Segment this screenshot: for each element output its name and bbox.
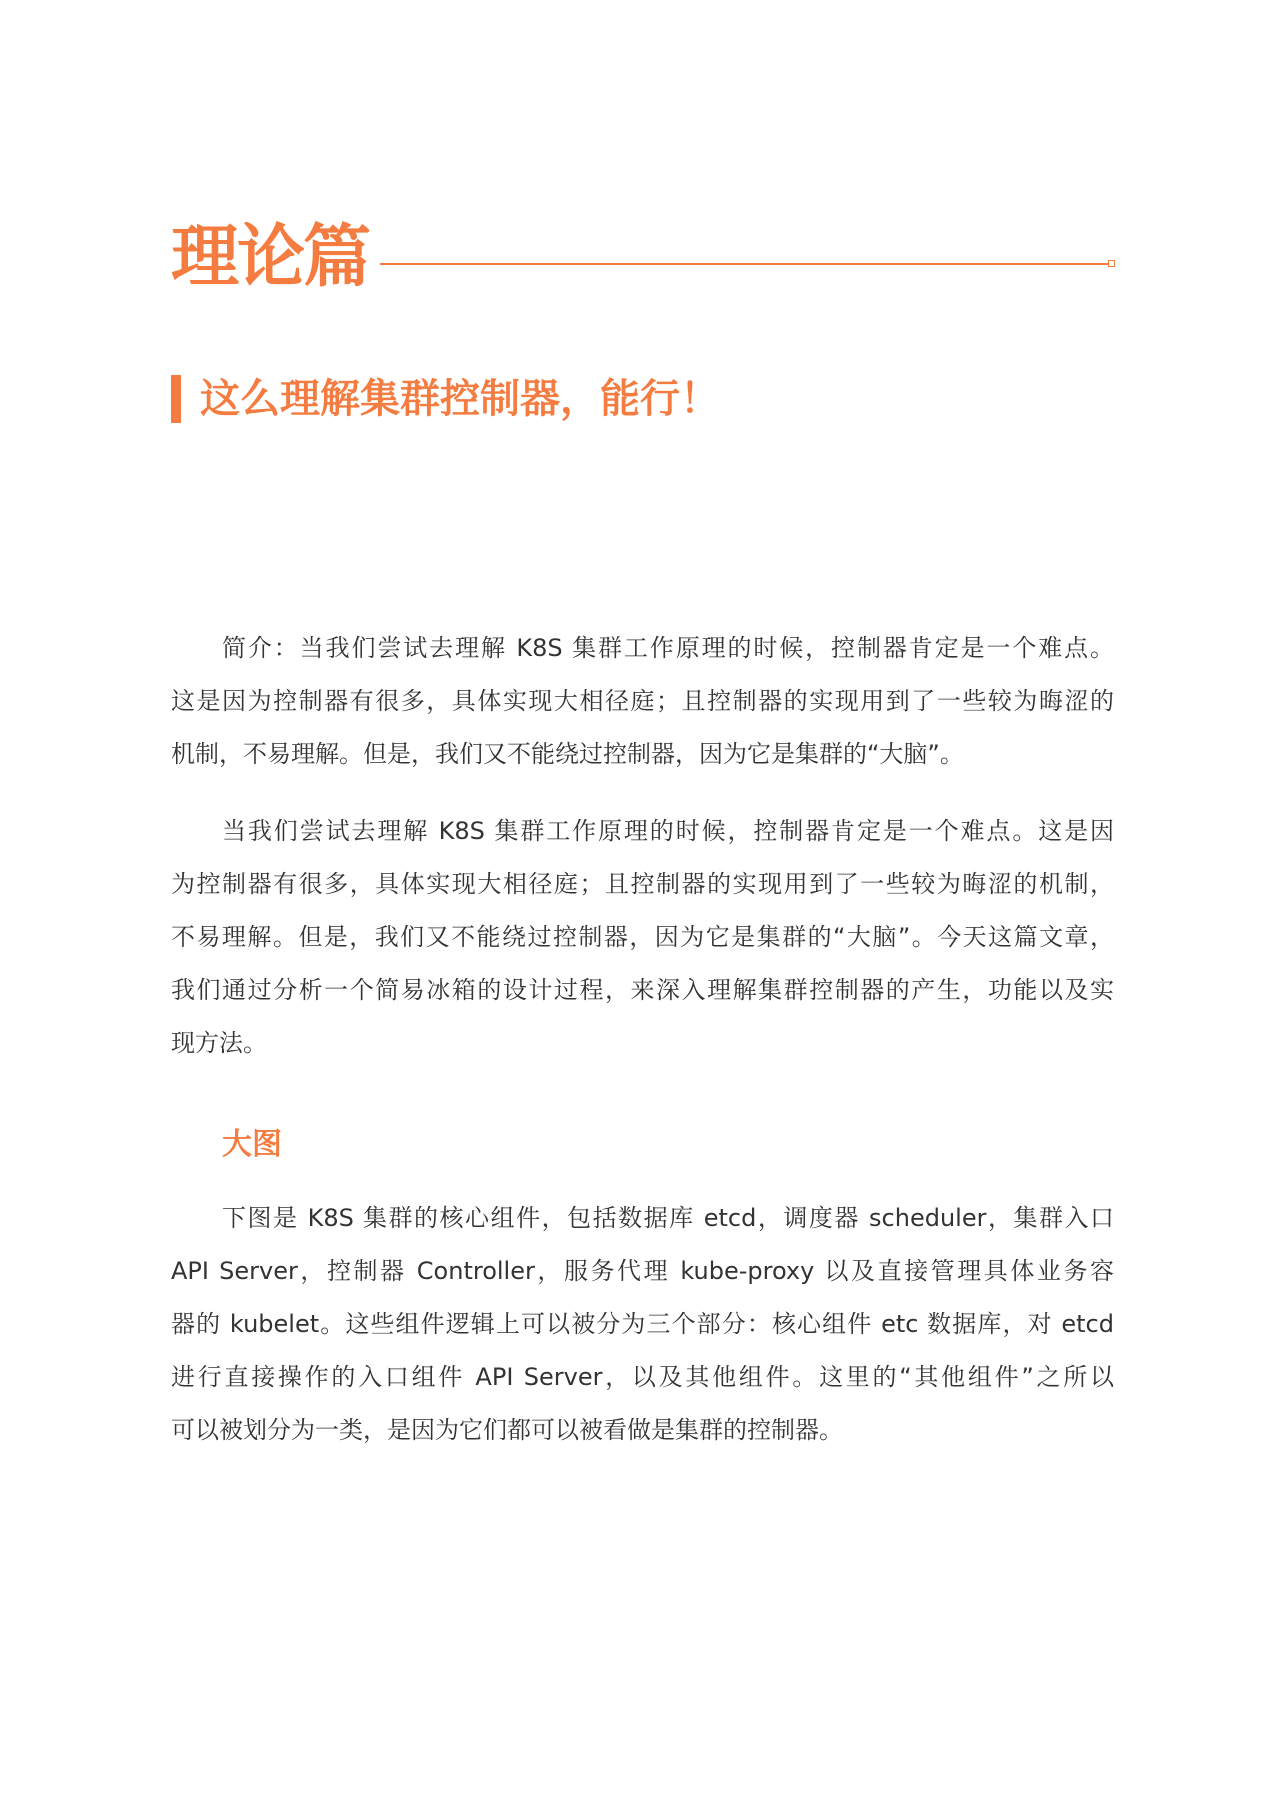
text-line: 器的 kubelet。这些组件逻辑上可以被分为三个部分：核心组件 etc 数据库，对 etcd	[171, 1310, 1114, 1338]
subtitle-accent-bar	[171, 375, 181, 423]
text-line: 下图是 K8S 集群的核心组件，包括数据库 etcd，调度器 scheduler，集群入口	[222, 1204, 1114, 1232]
title-divider	[380, 263, 1110, 265]
text-line: 简介：当我们尝试去理解 K8S 集群工作原理的时候，控制器肯定是一个难点。	[222, 634, 1114, 662]
divider-end-marker	[1108, 260, 1115, 267]
article-title: 这么理解集群控制器，能行！	[200, 376, 720, 422]
text-line: API Server，控制器 Controller，服务代理 kube-proxy 以及直接管理具体业务容	[171, 1257, 1114, 1285]
text-line: 为控制器有很多，具体实现大相径庭；且控制器的实现用到了一些较为晦涩的机制，	[171, 870, 1114, 898]
text-line: 机制，不易理解。但是，我们又不能绕过控制器，因为它是集群的“大脑”。	[171, 740, 964, 768]
text-line: 我们通过分析一个简易冰箱的设计过程，来深入理解集群控制器的产生，功能以及实	[171, 976, 1114, 1004]
page-title: 理论篇	[171, 218, 370, 297]
body-paragraph	[171, 1192, 1114, 1457]
text-line: 现方法。	[171, 1029, 267, 1057]
text-line: 可以被划分为一类，是因为它们都可以被看做是集群的控制器。	[171, 1416, 843, 1444]
intro-paragraph	[171, 622, 1114, 781]
text-line: 进行直接操作的入口组件 API Server，以及其他组件。这里的“其他组件”之所以	[171, 1363, 1114, 1391]
text-line: 当我们尝试去理解 K8S 集群工作原理的时候，控制器肯定是一个难点。这是因	[222, 817, 1114, 845]
text-line: 这是因为控制器有很多，具体实现大相径庭；且控制器的实现用到了一些较为晦涩的	[171, 687, 1114, 715]
text-line: 不易理解。但是，我们又不能绕过控制器，因为它是集群的“大脑”。今天这篇文章，	[171, 923, 1114, 951]
body-paragraph	[171, 805, 1114, 1070]
section-heading: 大图	[222, 1127, 282, 1162]
